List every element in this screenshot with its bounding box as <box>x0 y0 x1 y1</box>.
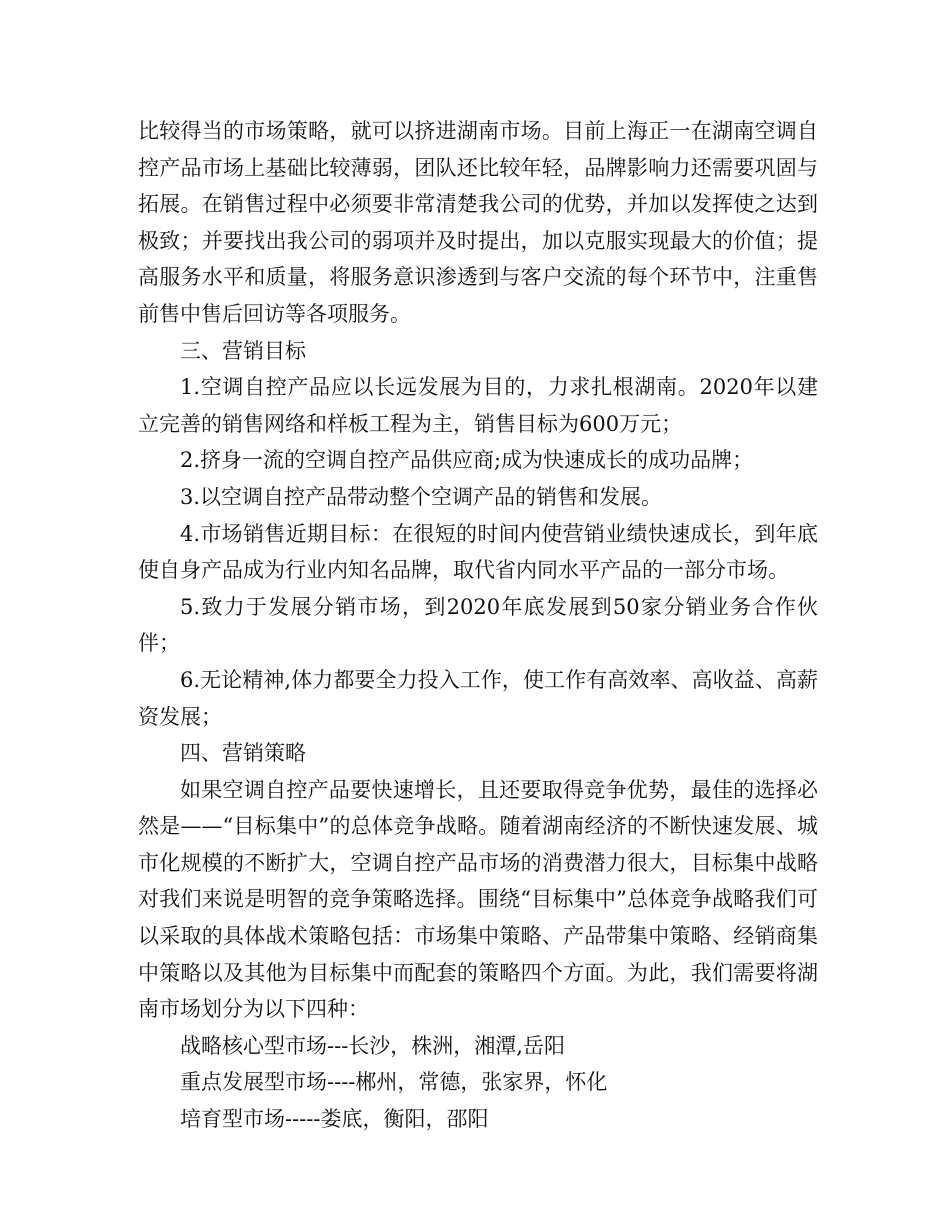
heading-marketing-strategy: 四、营销策略 <box>180 741 306 766</box>
goal-item-1: 1.空调自控产品应以长远发展为目的，力求扎根湖南。2020年以建立完善的销售网络和样板工程为主，销售目标为600万元； <box>138 375 818 436</box>
market-tier-core: 战略核心型市场---长沙，株洲，湘潭,岳阳 <box>180 1033 565 1058</box>
paragraph-strategy-description: 如果空调自控产品要快速增长，且还要取得竞争优势，最佳的选择必然是——“目标集中”的总体竞争战略。随着湖南经济的不断快速发展、城市化规模的不断扩大，空调自控产品市场的消费潜力很大，目标集中战略对我们来说是明智的竞争策略选择。围绕“目标集中”总体竞争战略我们可以采取的具体战术策略包括：市场集中策略、产品带集中策略、经销商集中策略以及其他为目标集中而配套的策略四个方面。为此，我们需要将湖南市场划分为以下四种： <box>138 777 818 1022</box>
heading-marketing-goals: 三、营销目标 <box>180 338 306 363</box>
market-tier-key-development: 重点发展型市场----郴州，常德，张家界，怀化 <box>180 1070 608 1095</box>
goal-item-5: 5.致力于发展分销市场，到2020年底发展到50家分销业务合作伙伴； <box>138 594 818 656</box>
goal-item-4: 4.市场销售近期目标：在很短的时间内使营销业绩快速成长，到年底使自身产品成为行业内知名品牌，取代省内同水平产品的一部分市场。 <box>138 521 818 583</box>
document-body <box>138 113 818 1138</box>
goal-item-3: 3.以空调自控产品带动整个空调产品的销售和发展。 <box>180 484 663 509</box>
market-tier-cultivation: 培育型市场-----娄底，衡阳，邵阳 <box>180 1107 489 1132</box>
paragraph-market-strategy-intro: 比较得当的市场策略，就可以挤进湖南市场。目前上海正一在湖南空调自控产品市场上基础比较薄弱，团队还比较年轻，品牌影响力还需要巩固与拓展。在销售过程中必须要非常清楚我公司的优势，并加以发挥使之达到极致；并要找出我公司的弱项并及时提出，加以克服实现最大的价值；提高服务水平和质量，将服务意识渗透到与客户交流的每个环节中，注重售前售中售后回访等各项服务。 <box>138 119 818 326</box>
goal-item-2: 2.挤身一流的空调自控产品供应商;成为快速成长的成功品牌； <box>180 448 754 473</box>
goal-item-6: 6.无论精神,体力都要全力投入工作，使工作有高效率、高收益、高薪资发展； <box>138 667 818 729</box>
